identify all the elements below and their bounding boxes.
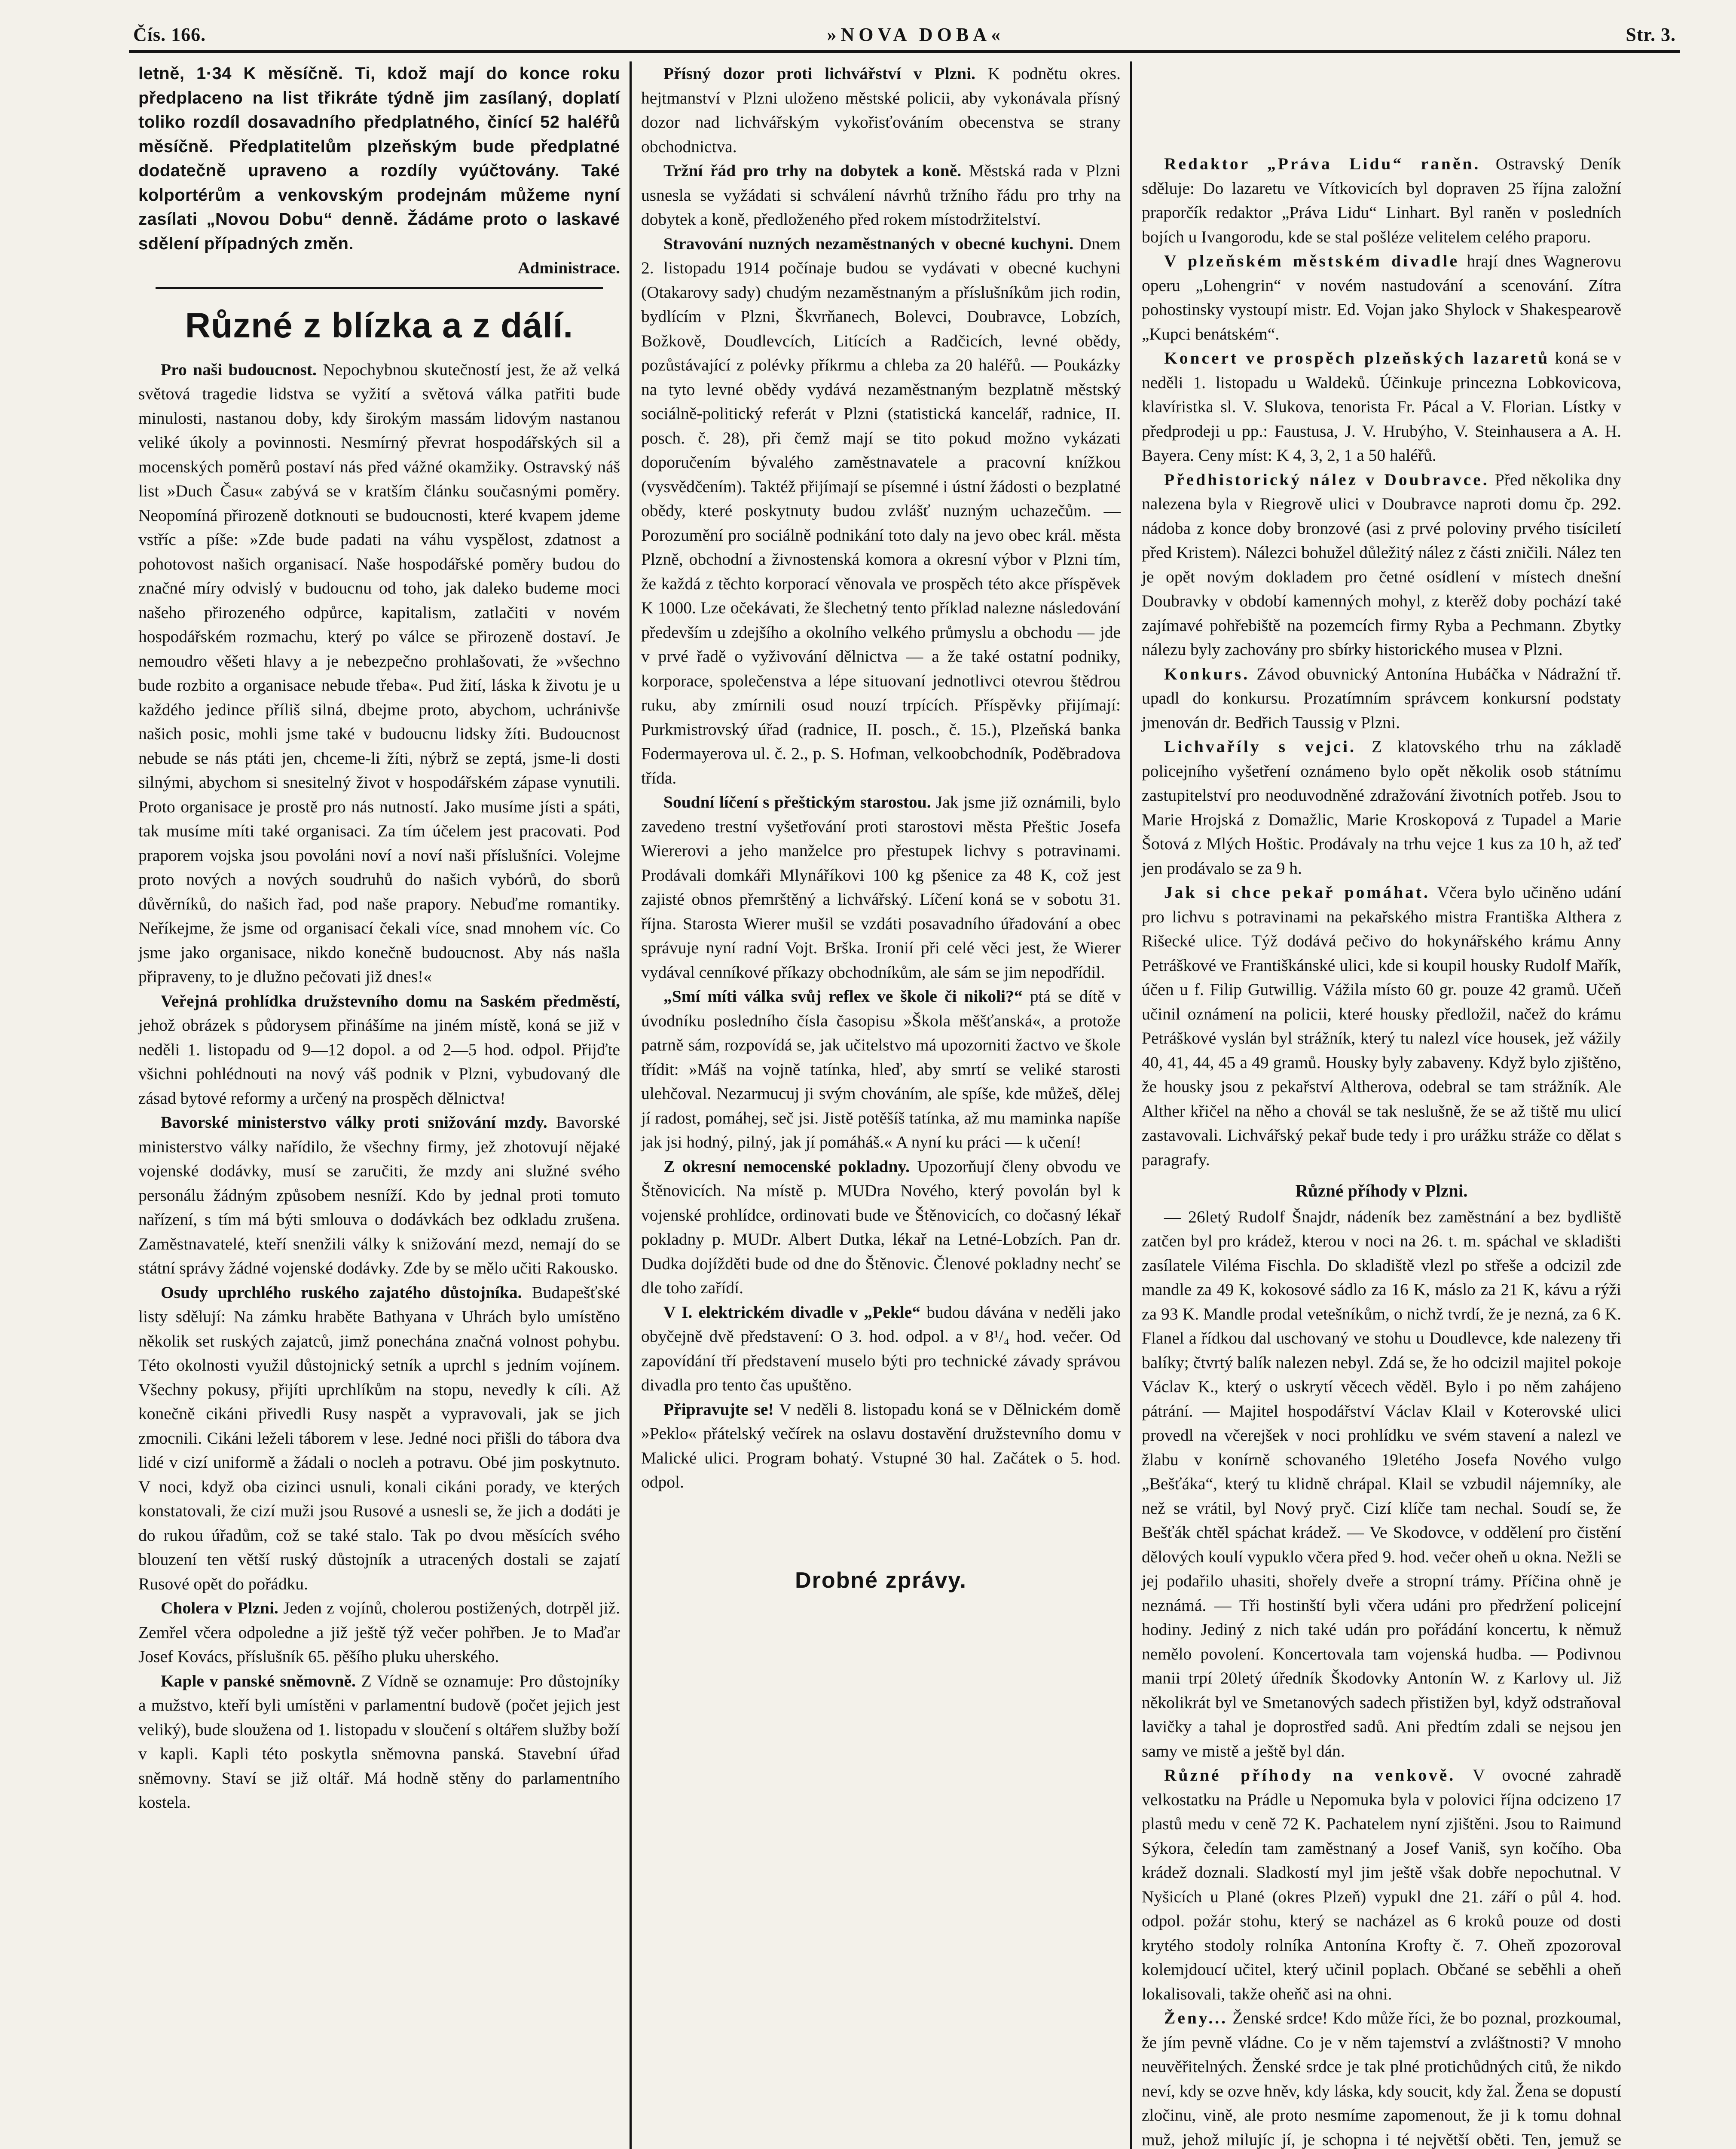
article-body: jehož obrázek s půdorysem přinášíme na jiném místě, koná se již v neděli 1. listopadu od 9—12 dopol. a od 2—5 hod. odpol. Přijďte všichni pohlédnouti na nový váš podnik v Plzni, vybudovaný dle zásad bytové reformy a určený na prospěch dělnictva!: [138, 1016, 620, 1108]
article-body: Z klatovského trhu na základě policejního vyšetření oznámeno bylo opět několik osob státnímu zastupitelství pro neoduvodněné zdražování životních potřeb. Jsou to Marie Hrojská z Domažlic, Marie Kroskopová z Tupadel a Marie Šotová z Mlých Hoštic. Prodávaly na trhu vejce 1 kus za 10 h, až teď jen prodávalo se za 9 h.: [1142, 737, 1621, 878]
article-body: koná se v neděli 1. listopadu u Waldeků. Účinkuje princezna Lobkovicova, klavíristka sl. V. Slukova, tenorista Fr. Pácal a V. Florian. Lístky v předprodeji u pp.: Faustusa, J. V. Hrubýho, V. Steinhausera a A. H. Bayera. Ceny míst: K 4, 3, 2, 1 a 50 haléřů.: [1142, 349, 1622, 465]
masthead-title: »NOVA DOBA«: [827, 24, 1005, 45]
section-title: Různé z blízka a z dálí.: [185, 306, 574, 345]
column-right: [1130, 61, 1631, 2149]
article-body: Upozorňují členy obvodu ve Štěnovicích. Na místě p. MUDra Nového, který povolán byl k vojenské prohlídce, ordinovati bude ve Štěnovicích, co dočasný lékař pokladny p. MUDr. Albert Dutka, lékař na Letné-Lobzích. Pan dr. Dudka dojížděti bude od dne do Štěnovic. Členové pokladny nechť se dle toho zařídí.: [641, 1157, 1121, 1297]
article-body: Nepochybnou skutečností jest, že až velká světová tragedie lidstva se vyžití a světová válka patřiti bude minulosti, nastanou doby, kdy širokým massám lidovým nastanou veliké úkoly a povinnosti. Nesmírný převrat hospodářských sil a mocenských poměrů postaví nás před vážné okamžiky. Ostravský náš list »Duch Času« zabývá se v kratším článku současnými poměry. Neopomíná přirozeně dotknouti se budoucnosti, které kvapem jdeme vstříc a píše: »Zde bude padati na váhu vyspělost, zdatnost a pohotovost našich organisací. Naše hospodářské poměry budou do značné míry odvislý v budoucnu od toho, jak daleko budeme moci našeho přirozeného odpůrce, kapitalism, zatlačiti v novém hospodářském rozmachu, který po válce se přirozeně dostaví. Je nemoudro věšeti hlavy a je nebezpečno prohlašovati, že »všechno bude rozbito a organisace nebude třeba«. Pud žití, láska k životu je u každého jedince příliš silná, dbejme proto, abychom, uchránivše našich posic, mohli jsme také v budoucnu lidsky žíti. Budoucnost nebude se nás ptáti jen, chceme-li žíti, nýbrž se zeptá, jsme-li dosti silnými, abychom si snesitelný život v hospodářském zápase vynutili. Proto organisace je prostě pro nás nutností. Jako musíme jísti a spáti, tak musíme míti také organisaci. Za tím účelem jest pracovati. Pod praporem vojska jsou povoláni noví a noví naši příslušníci. Volejme proto nových a nových soudruhů do našich vybórů, do sborů důvěrníků, do našich řad, pod naše prapory. Nebuďme romantiky. Neříkejme, že jsme od organisací čekali více, snad mnohem víc. Co jsme jako organisace, nikdo konečně budoucnost. Aby nás našla připraveny, to je dlužno pečovati již dnes!«: [138, 360, 620, 986]
article: [1142, 735, 1621, 880]
article-head: Soudní líčení s přeštickým starostou.: [663, 793, 931, 811]
article-head: Koncert ve prospěch plzeňských lazaretů: [1164, 349, 1550, 367]
article-head: V plzeňském městském divadle: [1164, 251, 1460, 270]
article-head: Redaktor „Práva Lidu“ raněn.: [1164, 154, 1481, 173]
article-body: K podnětu okres. hejtmanství v Plzni uloženo městské policii, aby vykonávala přísný dozor nad lichvářským vykořisťováním obecenstva se strany obchodnictva.: [641, 64, 1121, 156]
article: [641, 1154, 1121, 1300]
article-head: Přísný dozor proti lichvářství v Plzni.: [663, 64, 975, 83]
article: [1142, 346, 1621, 468]
divider: [156, 287, 603, 289]
article-head: Cholera v Plzni.: [161, 1598, 278, 1617]
article-body: Městská rada v Plzni usnesla se vyžádati si schválení návrhů tržního řádu pro trhy na dobytek a koně, předloženého před rokem místodržitelství.: [641, 161, 1121, 229]
article-head: Jak si chce pekař pomáhat.: [1164, 883, 1430, 902]
article-head: Různé příhody na venkově.: [1164, 1766, 1456, 1785]
article-body: Ostravský Deník sděluje: Do lazaretu ve Vítkovicích byl dopraven 25 října založní praporčík redaktor „Práva Lidu“ Linhart. Byl raněn v posledních bojích u Ivangorodu, kde se stal pošléze velitelem celého praporu.: [1142, 154, 1622, 246]
subsection-title: Různé příhody v Plzni.: [1295, 1181, 1468, 1200]
article: [641, 1397, 1121, 1494]
article: [641, 1300, 1121, 1397]
article-body: Jak jsme již oznámili, bylo zavedeno trestní vyšetřování proti starostovi města Přeštic Josefa Wiererovi a jeho manželce pro přestupek lichvy s potravinami. Prodávali domkáři Mlynáříkovi 100 kg pšenice za 48 K, což jest zajisté obnos přemrštěný a lichvářský. Líčení koná se v sobotu 31. října. Starosta Wierer mušil se vzdáti posavadního úřadování a obec správuje nyní radní Vojt. Brška. Ironií při celé věci jest, že Wierer vydával cenníkové příkazy obchodníkům, ale sám se jim nepodřídil.: [641, 793, 1121, 982]
article: [641, 61, 1121, 159]
article: [1142, 880, 1621, 1172]
column-left: [129, 61, 630, 2149]
article-head: Tržní řád pro trhy na dobytek a koně.: [663, 161, 962, 180]
article-body: Z Vídně se oznamuje: Pro důstojníky a mužstvo, kteří byli umístěni v parlamentní budově (počet jejich jest veliký), bude sloužena od 1. listopadu v sloučení s oltářem služby boží v kapli. Kapli této poskytla sněmovna panská. Stavební úřad sněmovny. Staví se již oltář. Má hodně stěny do parlamentního kostela.: [138, 1671, 620, 1812]
article-head: Předhistorický nález v Doubravce.: [1164, 470, 1489, 489]
article-head: Osudy uprchlého ruského zajatého důstojníka.: [161, 1283, 522, 1302]
article-head: Bavorské ministerstvo války proti snižování mzdy.: [161, 1113, 547, 1132]
article-body: V ovocné zahradě velkostatku na Prádle u Nepomuka byla v polovici října odcizeno 17 plastů medu v ceně 72 K. Pachatelem nyní zjištěni. Jsou to Raimund Sýkora, čeledín tam zaměstnaný a Josef Vaniš, syn kočího. Oba krádež doznali. Sladkostí myl jim ještě však dobře nepochutnal. V Nyšicích u Plané (okres Plzeň) vypukl dne 21. září o půl 4. hod. odpol. požár stohu, který se nacházel as 6 kroků pouze od dosti krytého stodoly rolníka Antonína Krofty č. 7. Oheň zpozoroval kolemjdoucí učitel, který učinil poplach. Občané se seběhli a oheň lokalisovali, takže oheňč asi na ohni.: [1142, 1766, 1621, 2003]
issue-number: Čís. 166.: [133, 24, 206, 45]
notice-signature: Administrace.: [517, 258, 620, 277]
article-body: Ženské srdce! Kdo může říci, že bo poznal, prozkoumal, že jím pevně vládne. Co je v něm tajemství a zvláštnosti? V mnoho neuvěřitelných. Ženské srdce je tak plné protichůdných citů, že nikdo neví, kdy se ozve hněv, kdy láska, kdy soucit, kdy žal. Žena se dopustí zločinu, vině, ale proto nesmíme zapomenout, že ji k tomu dohnal muž, jehož milujíc jí, je schopna i té největší oběti. Ten, jemuž se: [1142, 2008, 1622, 2149]
article-body: — 26letý Rudolf Šnajdr, nádeník bez zaměstnání a bez bydliště zatčen byl pro krádež, kterou v noci na 26. t. m. spáchal ve skladišti zasílatele Viléma Fischla. Do skladiště vlezl po střeše a odcizil zde mandle za 49 K, kokosové sádlo za 16 K, máslo za 21 K, kávu a rýži za 93 K. Mandle prodal vetešníkům, o nichž tvrdí, že je nezná, za 6 K. Flanel a řídkou dal uschovaný ve stohu u Doudlevce, kde nalezeny tři balíky; čtvrtý balík nalezen nebyl. Zdá se, že ho odcizil majitel pokoje Václav K., který o uskrytí věcech věděl. Bylo i po něm zahájeno pátrání. — Majitel hospodářství Václav Klail v Koterovské ulici provedl na včerejšek v noci prohlídku ve svém stavení a nalezl ve žlabu v konírně schovaného 19letého Josefa Nového vulgo „Bešťáka“, který tu klidně chrápal. Klail se vzbudil nájemníky, ale než se vrátil, byl Nový pryč. Cizí klíče tam nechal. Soudí se, že Bešťák chtěl spáchat krádež. — Ve Skodovce, v oddělení pro čistění dělových koulí vypuklo včera před 9. hod. večer oheň u okna. Nežli se jej podařilo uhasiti, shořely dveře a stropní trámy. Příčina ohně je neznámá. — Tři hostinští byli včera udáni pro předržení policejní hodiny. Jediný z nich také udán pro pořádání koncertu, k němuž nemělo povolení. Koncertovala tam vojenská hudba. — Podivnou manii trpí 20letý úředník Škodovky Antonín W. z Karlovy ul. Již několikrát byl ve Smetanových sadech přistižen byl, když odstraňoval lavičky a tahal je doprostřed sadů. Ani předtím zdali se nejsou jen samy ve mistě a ještě byl dán.: [1142, 1207, 1621, 1760]
article-body: Bavorské ministerstvo války nařídilo, že všechny firmy, jež zhotovují nějaké vojenské dodávky, musí se zaručiti, že mzdy ani služné svého personálu žádným způsobem nesníží. Kdo by jednal proti tomuto nařízení, s tím má býti smlouva o dodávkách bez odkladu zrušena. Zaměstnavatelé, kteří snenžili války k snižování mezd, nemají do se státní správy žádné vojenské dodávky. Zde by se mělo učiti Rakousko.: [138, 1113, 620, 1277]
article: [641, 790, 1121, 984]
subscription-notice: letně, 1·34 K měsíčně. Ti, kdož mají do konce roku předplaceno na list třikráte týdně jim zasílaný, doplatí toliko rozdíl dosavadního předplatného, činící 52 haléřů měsíčně. Předplatitelům plzeňským bude předplatné dodatečně upraveno a rozdíly vyúčtovány. Také kolportérům a venkovským prodejnám můžeme nyní zasílati „Novou Dobu“ denně. Žádáme proto o laskavé sdělení případných změn.: [138, 64, 620, 253]
article-head: Kaple v panské sněmovně.: [161, 1671, 356, 1690]
page-number: Str. 3.: [1626, 24, 1676, 45]
article-head: Ženy...: [1164, 2008, 1228, 2027]
article-body: budou dávána v neděli jako obyčejně dvě představení: O 3. hod. odpol. a v 8¹/₄ hod. večer. Od zapovídání tří představení muselo býti pro technické závady správou divadla pro tento čas upuštěno.: [641, 1302, 1121, 1394]
article-body: Dnem 2. listopadu 1914 počínaje budou se vydávati v obecné kuchyni (Otakarovy sady) chudým nezaměstnaným a příslušníkům jich rodin, bydlícím v Plzni, Škvrňanech, Bolevci, Doubravce, Lobzích, Božkově, Doudlevcích, Litících a Radčicích, levné obědy, pozůstávající z polévky příkrmu a chleba za 20 haléřů. — Poukázky na tyto levné obědy vydává nezaměstnaným bezplatně městský sociálně-politický referát v Plzni (statistická kancelář, radnice, II. posch. č. 28), při čemž mají se tito pokud možno vykázati doporučením bývalého zaměstnavatele a pracovní knížkou (vysvědčením). Taktéž přijímají se písemné i ústní žádosti o bezplatné obědy, které poskytnuty budou zvlášť nuzným uchazečům. — Porozumění pro sociálně podnikání toto daly na jevo obec král. města Plzně, obchodní a živnostenská komora a okresní výbor v Plzni tím, že každá z těchto korporací věnovala ve prospěch této akce příspěvek K 1000. Lze očekávati, že šlechetný tento příklad nalezne následování především u zdejšího a okolního velkého průmyslu a obchodu — jde v prvé řadě o vyživování dělnictva — a že také ostatní podniky, korporace, společenstva a lépe situovaní jednotlivci otevrou štědrou ruku, aby zmírnili osud nouzí trpících. Příspěvky přijímají: Purkmistrovský úřad (radnice, II. posch., č. 15.), Plzeňská banka Fodermayerova ul. č. 2., p. S. Hofman, velkoobchodník, Poděbradova třída.: [641, 234, 1121, 787]
article: [1142, 2006, 1621, 2149]
article-body: ptá se dítě v úvodníku posledního čísla časopisu »Škola měšťanská«, a protože patrně sám, rozpovídá se, jak učitelstvo má upozorniti žactvo ve škole třídit: »Máš na vojně tatínka, hleď, aby smrtí se veliké starosti ulehčoval. Nezarmucuj ji svým chováním, ale spíše, kde můžeš, dělej jí radost, pomáhej, seč jsi. Jistě potěšíš tatínka, až mu maminka napíše jak jsi hodný, pilný, jak jí pomáháš.« A nyní ku práci — k učení!: [641, 987, 1121, 1151]
article-head: „Smí míti válka svůj reflex ve škole či nikoli?“: [663, 987, 1023, 1006]
article: [1142, 662, 1621, 735]
article: [1142, 1763, 1621, 2006]
column-middle: [630, 61, 1130, 2149]
article-head: Lichvaříly s vejci.: [1164, 737, 1356, 756]
article: [1142, 152, 1621, 249]
article: [138, 1110, 620, 1280]
article-body: Před několika dny nalezena byla v Riegrově ulici v Doubravce naproti domu čp. 292. nádoba z konce doby bronzové (asi z prvé poloviny prvého tisíciletí před Kristem). Nálezci bohužel důležitý nález z části zničili. Nález ten je opět novým dokladem pro četné osídlení v místech dnešní Doubravky v období kamenných mohyl, z kterěž doby pochází také zajímavé pohřebiště na pozemcích firmy Ryba a Pechmann. Zbytky nálezu byly zachovány pro sbírky historického musea v Plzni.: [1142, 470, 1621, 659]
page-header: [129, 24, 1680, 53]
section-title-short-news: Drobné zprávy.: [795, 1567, 967, 1593]
article-head: Z okresní nemocenské pokladny.: [663, 1157, 910, 1176]
article: [1142, 468, 1621, 662]
article: [641, 232, 1121, 790]
article: [641, 984, 1121, 1154]
article-head: Pro naši budoucnost.: [161, 360, 317, 379]
article: [138, 1280, 620, 1596]
article-head: Konkurs.: [1164, 664, 1250, 683]
article-body: V neděli 8. listopadu koná se v Dělnickém domě »Peklo« přátelský večírek na oslavu dostavění družstevního domu v Malické ulici. Program bohatý. Vstupné 30 hal. Začátek o 5. hod. odpol.: [641, 1399, 1121, 1491]
article-body: Budapešťské listy sdělují: Na zámku hraběte Bathyana v Uhrách bylo umístěno několik set ruských zajatců, jimž ponechána značná volnost pohybu. Této okolnosti využil důstojnický setník a uprchl s jedním vojínem. Všechny pokusy, přijíti uprchlíkům na stopu, nevedly k cíli. Až konečně cikáni přivedli Rusy naspět a vypravovali, jak se jich zmocnili. Cikáni leželi táborem v lese. Jedné noci přišli do tábora dva lidé v cizí uniformě a žádali o nocleh a potravu. Obé jim poskytnuto. V noci, když oba cizinci usnuli, konali cikáni porady, ve kterých konstatovali, že cizí muži jsou Rusové a usnesli se, že jich a dodáti je do rukou úřadům, což se také stalo. Tak po dvou měsících svého blouzení ten větší ruský důstojník a utracených dostali se zajatí Rusové opět do pořádku.: [138, 1283, 620, 1593]
article: [641, 159, 1121, 232]
article-head: V I. elektrickém divadle v „Pekle“: [663, 1302, 921, 1322]
article-head: Připravujte se!: [663, 1399, 774, 1419]
columns: [129, 61, 1680, 2149]
article: [1142, 249, 1621, 346]
article-body: Závod obuvnický Antonína Hubáčka v Nádražní tř. upadl do konkursu. Prozatímním správcem konkursní podstaty jmenován dr. Bedřich Taussig v Plzni.: [1142, 664, 1622, 732]
article: [138, 1596, 620, 1669]
article: [138, 1669, 620, 1815]
article-head: Veřejná prohlídka družstevního domu na Saském předměstí,: [161, 991, 620, 1010]
article-head: Stravování nuzných nezaměstnaných v obecné kuchyni.: [663, 234, 1074, 253]
article-body: hrají dnes Wagnerovu operu „Lohengrin“ v novém nastudování a scenování. Zítra pohostinsky vystoupí mistr. Ed. Vojan jako Shylock v Shakespearově „Kupci benátském“.: [1142, 251, 1622, 343]
article: [138, 989, 620, 1111]
article: [138, 358, 620, 989]
article-body: Jeden z vojínů, cholerou postižených, dotrpěl již. Zemřel včera odpoledne a již ještě týž večer pohřben. Je to Maďar Josef Kovács, příslušník 65. pěšího pluku uherského.: [138, 1598, 620, 1666]
article-body: Včera bylo učiněno udání pro lichvu s potravinami na pekařského mistra Františka Althera z Rišecké ulice. Týž dodává pečivo do hokynářského krámu Anny Petráškové ve Františkánské ulici, kde si koupil housky Rudolf Mařík, účen u f. Filip Gutwillig. Vážila místo 60 gr. pouze 42 gramů. Učeň učinil oznámení na policii, které housky předložil, načež do krámu Petráškové vyslán byl strážník, který tu nalezl více housek, jež vážily 40, 41, 44, 45 a 49 gramů. Housky byly zabaveny. Když bylo zjištěno, že housky jsou z pekařství Altherova, odebral se tam strážník. Ale Alther křičel na něho a chovál se tak neslušně, že se až tiště mu ulicí zastavovali. Lichvářský pekař bude tedy i pro urážku stráže co dělat s paragrafy.: [1142, 883, 1621, 1169]
